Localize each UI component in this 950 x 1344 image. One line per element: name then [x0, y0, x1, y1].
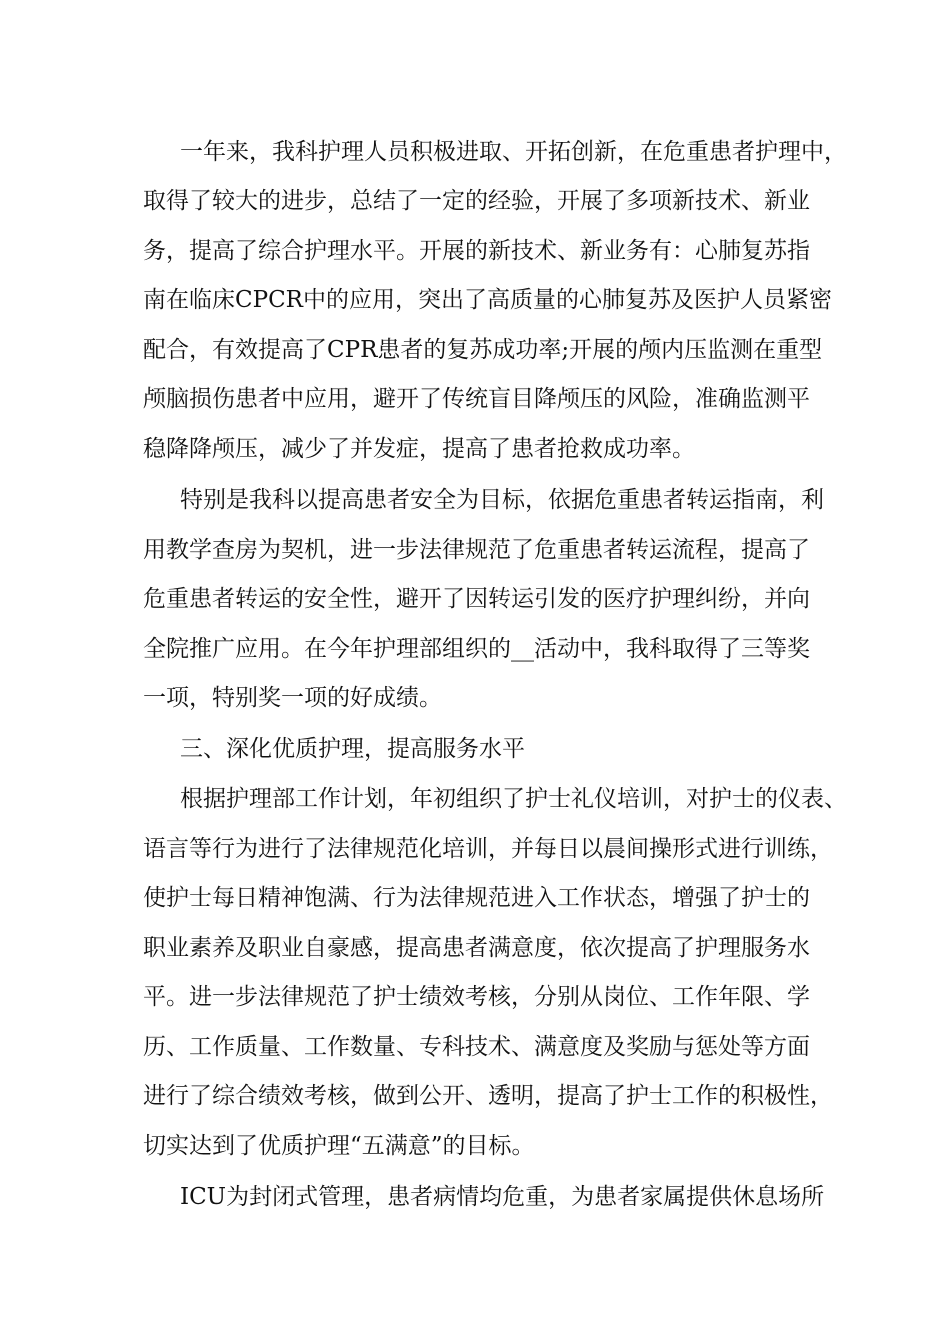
text-line: 务，提高了综合护理水平。开展的新技术、新业务有：心肺复苏指: [143, 238, 810, 264]
text-line: 全院推广应用。在今年护理部组织的__活动中，我科取得了三等奖: [143, 636, 810, 662]
text-line: ICU为封闭式管理，患者病情均危重，为患者家属提供休息场所: [180, 1184, 825, 1210]
text-line: 颅脑损伤患者中应用，避开了传统盲目降颅压的风险，准确监测平: [143, 386, 810, 412]
text-line: 历、工作质量、工作数量、专科技术、满意度及奖励与惩处等方面: [143, 1034, 810, 1060]
text-line: 使护士每日精神饱满、行为法律规范进入工作状态，增强了护士的: [143, 885, 810, 911]
text-line: 用教学查房为契机，进一步法律规范了危重患者转运流程，提高了: [143, 537, 810, 563]
text-line: 一项，特别奖一项的好成绩。: [143, 685, 442, 711]
text-line: 稳降降颅压，减少了并发症，提高了患者抢救成功率。: [143, 436, 695, 462]
text-line: 一年来，我科护理人员积极进取、开拓创新，在危重患者护理中，: [180, 139, 847, 165]
text-line: 南在临床CPCR中的应用，突出了高质量的心肺复苏及医护人员紧密: [143, 287, 832, 313]
text-line: 配合，有效提高了CPR患者的复苏成功率;开展的颅内压监测在重型: [143, 337, 823, 363]
text-line: 危重患者转运的安全性，避开了因转运引发的医疗护理纠纷，并向: [143, 586, 810, 612]
text-line: 切实达到了优质护理“五满意”的目标。: [143, 1133, 535, 1159]
text-line: 取得了较大的进步，总结了一定的经验，开展了多项新技术、新业: [143, 188, 810, 214]
text-line: 职业素养及职业自豪感，提高患者满意度，依次提高了护理服务水: [143, 935, 810, 961]
text-line: 特别是我科以提高患者安全为目标，依据危重患者转运指南，利: [180, 487, 824, 513]
text-line: 语言等行为进行了法律规范化培训，并每日以晨间操形式进行训练，: [143, 836, 833, 862]
text-line: 进行了综合绩效考核，做到公开、透明，提高了护士工作的积极性，: [143, 1083, 833, 1109]
section-heading: 三、深化优质护理，提高服务水平: [180, 736, 525, 762]
text-line: 根据护理部工作计划，年初组织了护士礼仪培训，对护士的仪表、: [180, 786, 847, 812]
text-line: 平。进一步法律规范了护士绩效考核，分别从岗位、工作年限、学: [143, 984, 810, 1010]
